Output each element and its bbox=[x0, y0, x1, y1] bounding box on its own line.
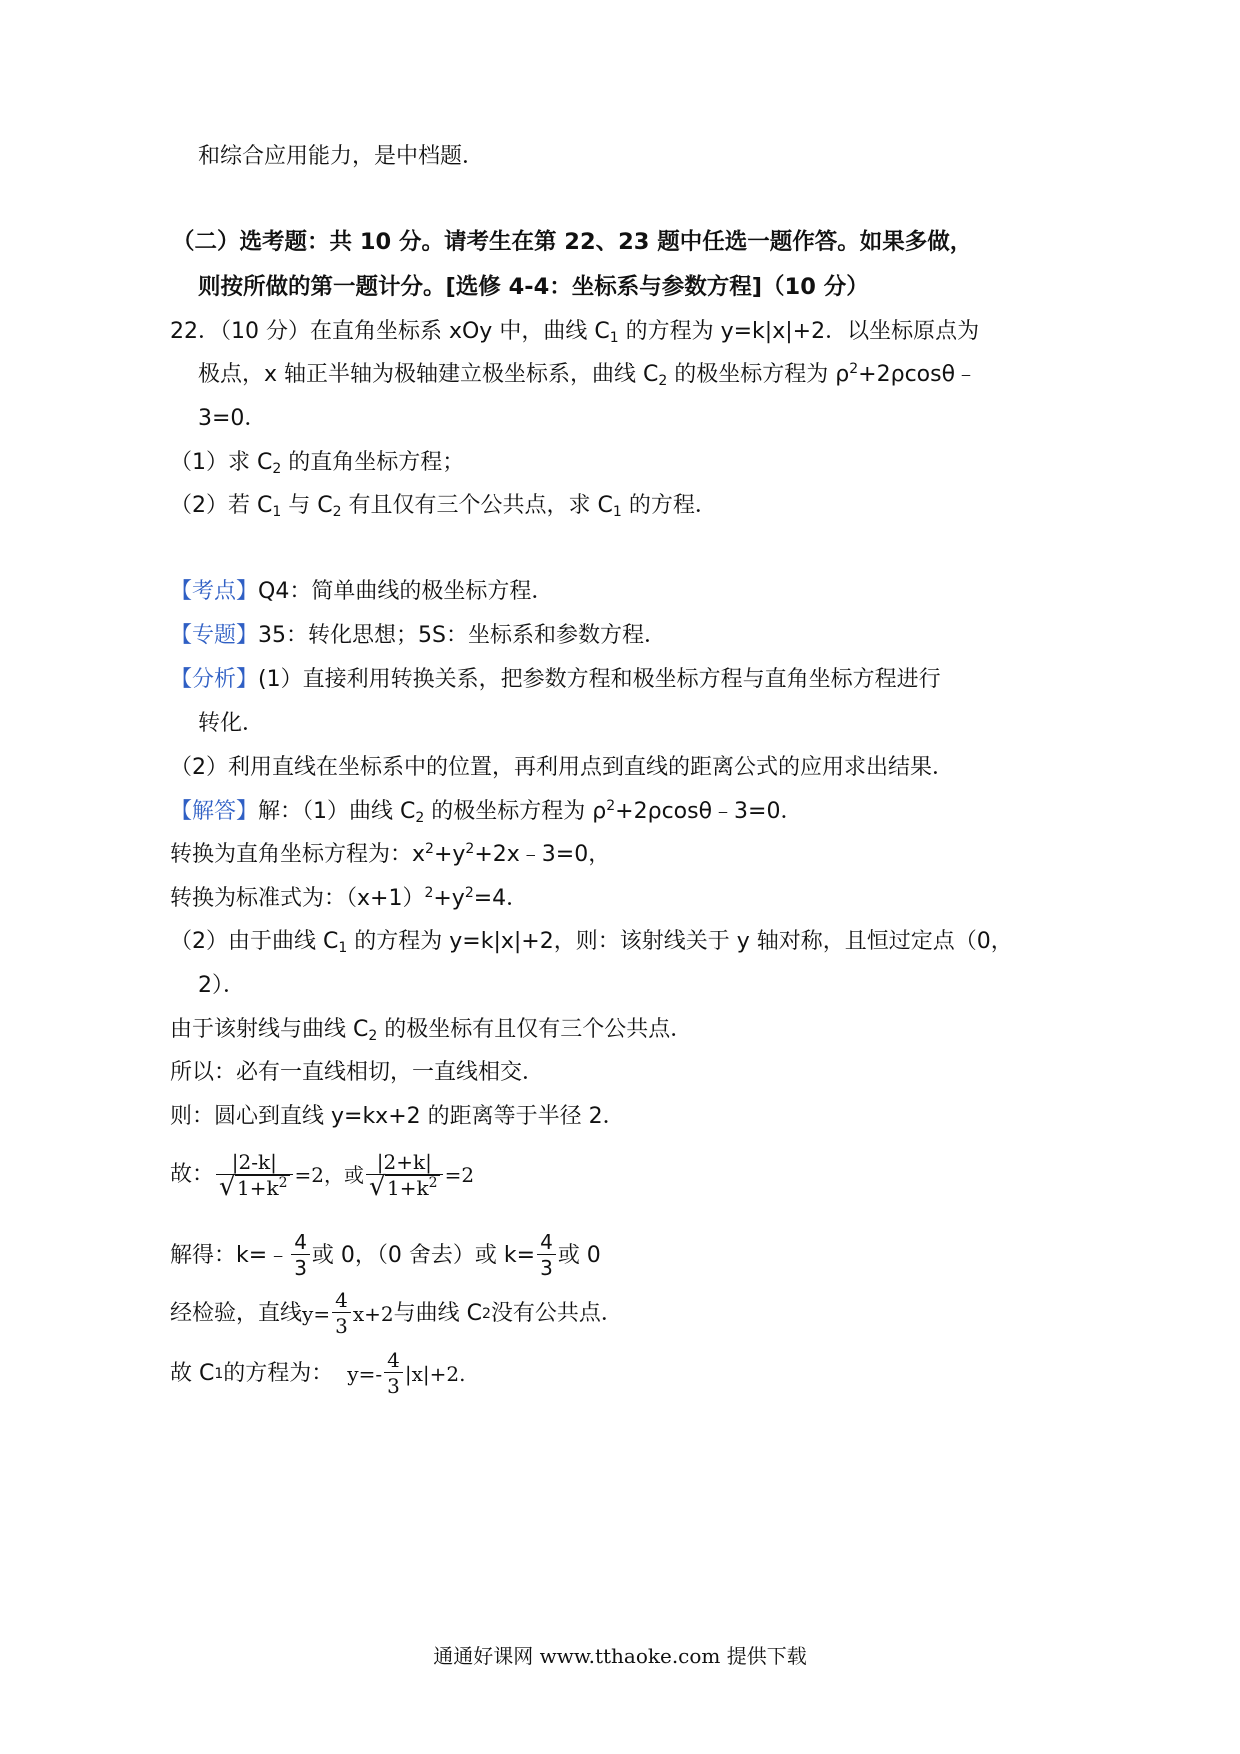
jieda-line1: 【解答】解：（1）曲线 $C_2$ 的极坐标方程为 $\rho^2+2\rho\cos\theta﹣3=0$． bbox=[170, 798, 803, 826]
kaodian-tag: 【考点】 bbox=[170, 579, 259, 604]
fraction-2-minus-k: |2-k| √ $1+k^2$ bbox=[216, 1150, 293, 1201]
fraction-4-3-b: $\frac{4}{3}$ bbox=[537, 1230, 556, 1281]
jieda-solve-line: 解得：k=﹣ $\frac{4}{3}$ 或 0，（0 舍去）或 k= $\frac{4}{3}$ 或 0 bbox=[170, 1230, 601, 1280]
kaodian-line: 【考点】Q4：简单曲线的极坐标方程． bbox=[170, 579, 554, 604]
jieda-line3: 转换为标准式为：$(x+1)^2+y^2=4$． bbox=[170, 885, 529, 911]
jieda-line4: （2）由于曲线 $C_1$ 的方程为 y=k|x|+2，则：该射线关于 y 轴对称，且恒过定点（0， bbox=[170, 929, 1013, 956]
zhuanti-tag: 【专题】 bbox=[170, 623, 259, 648]
jieda-line5: 2）． bbox=[198, 973, 245, 998]
question-22-part2: （2）若 $C_1$ 与 $C_2$ 有且仅有三个公共点，求 $C_1$ 的方程． bbox=[170, 493, 717, 520]
question-22-line1: 22．（10 分）在直角坐标系 xOy 中，曲线 $C_1$ 的方程为 y=k|x|+2．以坐标原点为 bbox=[170, 319, 980, 346]
jieda-check-line: 经检验，直线 y= $\frac{4}{3}$ x+2 与曲线 C 2 没有公共点． bbox=[170, 1288, 623, 1338]
fraction-4-3-d: $\frac{4}{3}$ bbox=[384, 1348, 403, 1399]
section-heading-line1: （二）选考题：共 10 分。请考生在第 22、23 题中任选一题作答。如果多做， bbox=[172, 229, 973, 255]
fraction-4-3-c: $\frac{4}{3}$ bbox=[332, 1288, 351, 1339]
page-footer: 通通好课网 www.tthaoke.com 提供下载 bbox=[433, 1644, 807, 1668]
question-22-line3: 3=0． bbox=[198, 406, 267, 431]
jieda-final-line: 故 C 1 的方程为： y=- $\frac{4}{3}$ |x|+2 . bbox=[170, 1348, 466, 1398]
fenxi-line3: （2）利用直线在坐标系中的位置，再利用点到直线的距离公式的应用求出结果． bbox=[170, 755, 954, 780]
jieda-line6: 由于该射线与曲线 $C_2$ 的极坐标有且仅有三个公共点． bbox=[170, 1017, 693, 1044]
question-22-line2: 极点，x 轴正半轴为极轴建立极坐标系，曲线 $C_2$ 的极坐标方程为 $\rho^2+2\rho\cos\theta﹣$ bbox=[198, 361, 978, 389]
jieda-line7: 所以：必有一直线相切，一直线相交． bbox=[170, 1060, 545, 1085]
fenxi-line1: 【分析】(1）直接利用转换关系，把参数方程和极坐标方程与直角坐标方程进行 bbox=[170, 667, 941, 692]
fraction-2-plus-k: |2+k| √ $1+k^2$ bbox=[366, 1150, 443, 1201]
fenxi-tag: 【分析】 bbox=[170, 667, 259, 692]
jieda-line8: 则：圆心到直线 y=kx+2 的距离等于半径 2． bbox=[170, 1104, 625, 1129]
jieda-tag: 【解答】 bbox=[170, 799, 259, 824]
jieda-line2: 转换为直角坐标方程为：$x^2+y^2+2x﹣3=0$， bbox=[170, 841, 611, 867]
section-heading-line2: 则按所做的第一题计分。[选修 4-4：坐标系与参数方程]（10 分） bbox=[198, 274, 869, 300]
fraction-4-3-a: $\frac{4}{3}$ bbox=[291, 1230, 310, 1281]
fenxi-line2: 转化． bbox=[198, 711, 265, 736]
jieda-distance-equation: 故： |2-k| √ $1+k^2$ =2，或 |2+k| √ $1+k^2$ =2 bbox=[170, 1149, 475, 1202]
zhuanti-line: 【专题】35：转化思想；5S：坐标系和参数方程． bbox=[170, 623, 666, 648]
intro-tail: 和综合应用能力，是中档题． bbox=[198, 144, 485, 169]
question-22-part1: （1）求 $C_2$ 的直角坐标方程； bbox=[170, 450, 465, 477]
